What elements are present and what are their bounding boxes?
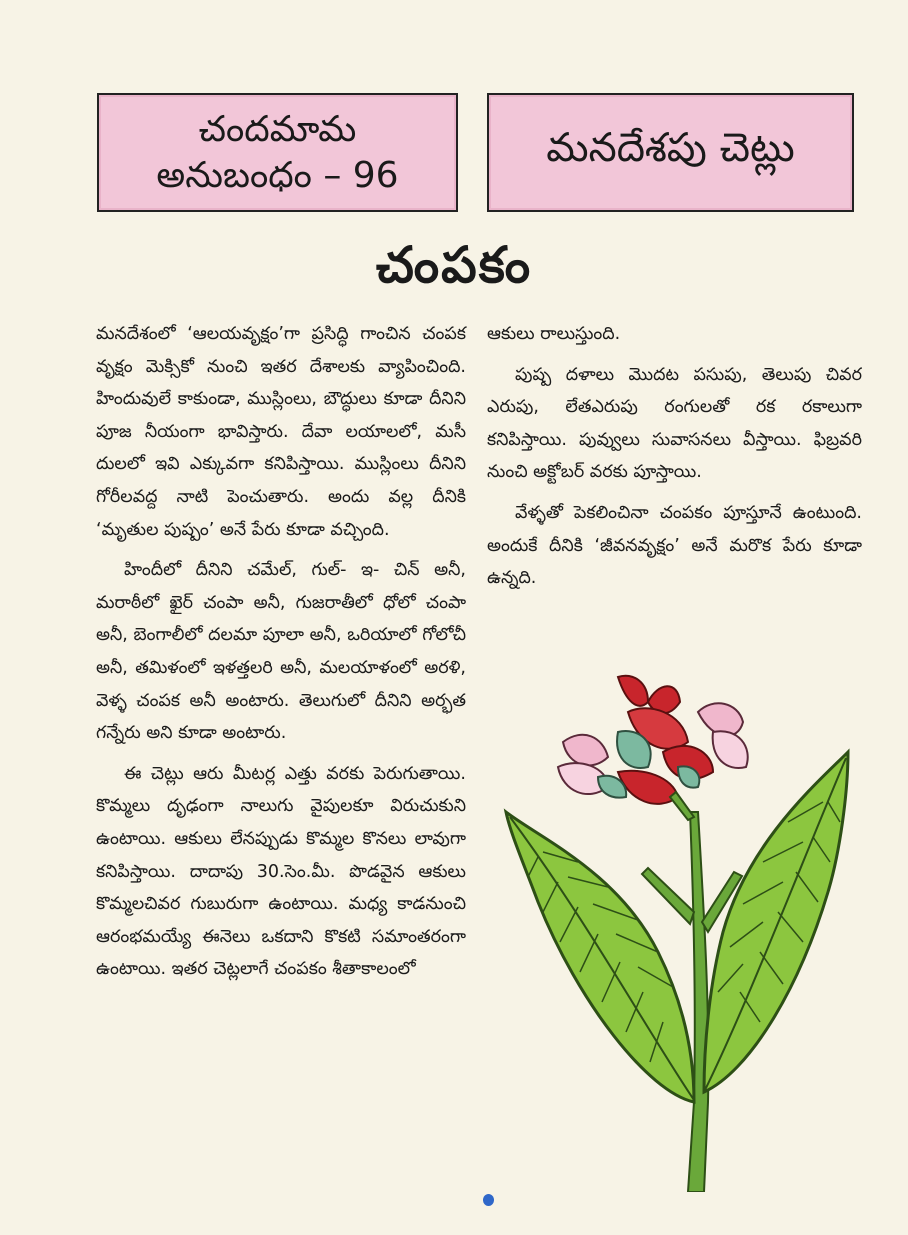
paragraph: పుష్ప దళాలు మొదట పసుపు, తెలుపు చివర ఎరుపు, లేతఎరుపు రంగులతో రక రకాలుగా కనిపిస్తాయి. పువ్వులు సువాసనలు వీస్తాయి. ఫిబ్రవరి నుంచి అక్టోబర్ వరకు పూస్తాయి. (487, 364, 862, 483)
paragraph: ఆకులు రాలుస్తుంది. (487, 324, 621, 344)
flower-petal (618, 676, 648, 706)
flower-petal (713, 731, 748, 768)
paragraph: ఈ చెట్లు ఆరు మీటర్ల ఎత్తు వరకు పెరుగుతాయి. కొమ్మలు దృఢంగా నాలుగు వైపులకూ విరుచుకుని ఉంటాయి. ఆకులు లేనప్పుడు కొమ్మల కొనలు లావుగా కనిపిస్తాయి. దాదాపు 30.సెం.మీ. పొడవైన ఆకులు కొమ్మలచివర గుబురుగా ఉంటాయి. మధ్య కాడనుంచి ఆరంభమయ్యే ఈనెలు ఒకదాని కొకటి సమాంతరంగా ఉంటాయి. ఇతర చెట్లలాగే చంపకం శీతాకాలంలో (96, 763, 466, 980)
paragraph: మనదేశంలో ‘ఆలయవృక్షం’గా ప్రసిద్ధి గాంచిన చంపక వృక్షం మెక్సికో నుంచి ఇతర దేశాలకు వ్యాపించింది. హిందువులే కాకుండా, ముస్లింలు, బౌద్ధులు కూడా దీనిని పూజ నీయంగా భావిస్తారు. దేవా లయాలలో, మసీ దులలో ఇవి ఎక్కువగా కనిపిస్తాయి. ముస్లింలు దీనిని గోరీలవద్ద నాటి పెంచుతారు. అందు వల్ల దీనికి ‘మృతుల పుష్పం’ అనే పేరు కూడా వచ్చింది. (96, 324, 466, 540)
paragraph: వేళ్ళతో పెకలించినా చంపకం పూస్తూనే ఉంటుంది. అందుకే దీనికి ‘జీవనవృక్షం’ అనే మరొక పేరు కూడా ఉన్నది. (487, 502, 862, 589)
series-title: చందమామ (198, 108, 357, 150)
page-title: చంపకం (375, 236, 533, 294)
series-number: అనుబంధం – 96 (156, 154, 399, 196)
plant-twig (642, 868, 694, 924)
series-box (97, 93, 458, 212)
right-column (487, 318, 862, 603)
topic-title: మనదేశపు చెట్లు (546, 124, 795, 171)
left-column (96, 318, 466, 994)
plant-stem (688, 812, 708, 1192)
leaf-left (506, 812, 694, 1102)
flower-stalk (670, 792, 694, 820)
topic-box (487, 93, 854, 212)
flower-petal (618, 771, 678, 804)
ink-dot (483, 1194, 494, 1206)
flower-cluster (558, 676, 748, 820)
paragraph: హిందీలో దీనిని చమేల్, గుల్- ఇ- చిన్ అనీ, మరాఠీలో ఖైర్ చంపా అనీ, గుజరాతీలో ధోలో చంపా అనీ, బెంగాలీలో దలమా పూలా అనీ, ఒరియాలో గోలోచీ అనీ, తమిళంలో ఇళత్తలరి అనీ, మలయాళంలో అరళి, వెళ్ళ చంపక అనీ అంటారు. తెలుగులో దీనిని అర్భత గన్నేరు అని కూడా అంటారు. (96, 560, 466, 744)
flower-petal (563, 735, 608, 766)
champak-plant-illustration (498, 672, 858, 1192)
